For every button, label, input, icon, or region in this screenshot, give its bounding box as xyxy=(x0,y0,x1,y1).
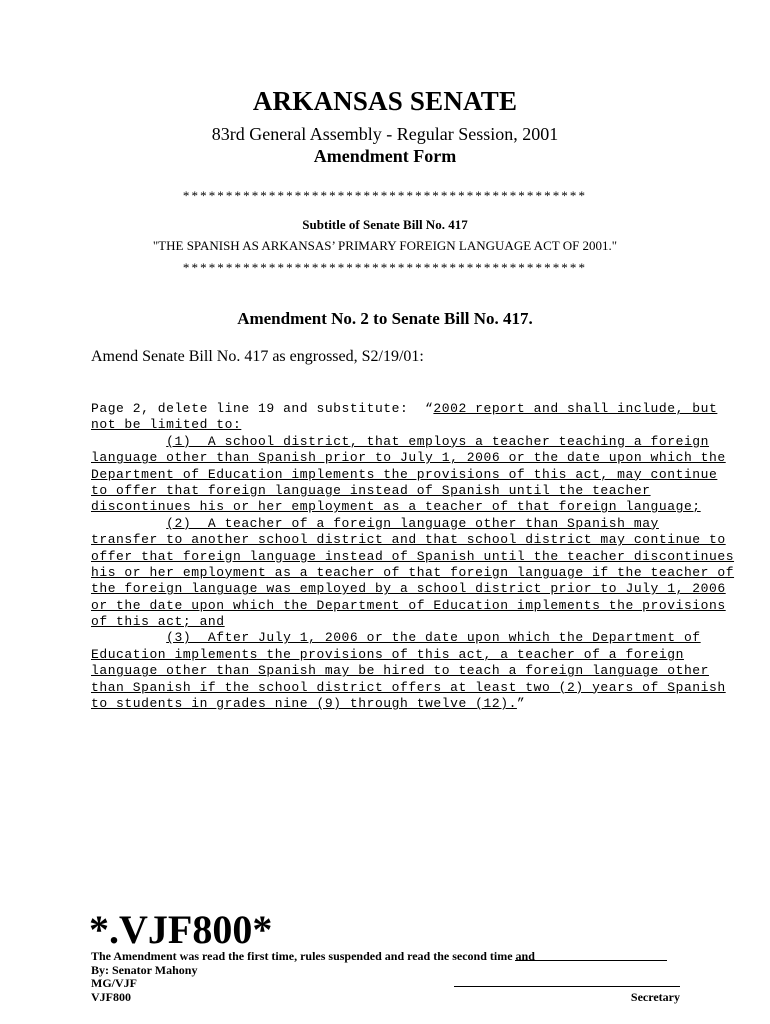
body-line-inserted-text: the foreign language was employed by a school district prior to July 1, 2006 xyxy=(91,581,726,597)
footer-block xyxy=(91,950,535,1004)
amendment-number: Amendment No. 2 to Senate Bill No. 417. xyxy=(237,309,533,328)
initials-line: MG/VJF xyxy=(91,976,137,990)
body-line xyxy=(91,696,691,712)
subtitle-text: "THE SPANISH AS ARKANSAS’ PRIMARY FOREIGN LANGUAGE ACT OF 2001." xyxy=(152,238,618,253)
body-line-closing-quote: ” xyxy=(516,696,526,712)
body-line-inserted-text: or the date upon which the Department of Education implements the provisions xyxy=(91,597,726,613)
amendment-body xyxy=(91,401,735,712)
body-line xyxy=(91,564,735,581)
body-line xyxy=(91,433,710,450)
body-line xyxy=(91,614,691,630)
body-line xyxy=(91,630,701,646)
secretary-signature-line xyxy=(454,986,680,987)
body-line-inserted-text: to offer that foreign language instead of Spanish until the teacher xyxy=(91,482,651,498)
body-line xyxy=(91,450,726,466)
body-line-inserted-text: offer that foreign language instead of Spanish until the teacher discontinues xyxy=(91,548,735,564)
body-line-inserted-text: discontinues his or her employment as a teacher of that foreign language; xyxy=(91,499,701,515)
body-line-inserted-text: language other than Spanish may be hired to teach a foreign language other xyxy=(91,663,709,679)
body-line-inserted-text: (2) A teacher of a foreign language other than Spanish may xyxy=(166,515,659,531)
body-line-inserted-text: than Spanish if the school district offers at least two (2) years of Spanish xyxy=(91,679,726,695)
read-blank-line xyxy=(515,960,667,961)
form-name: Amendment Form xyxy=(313,146,457,166)
body-line-inserted-text: language other than Spanish prior to July 1, 2006 or the date upon which the xyxy=(91,450,726,466)
document-code: VJF800 xyxy=(91,989,131,1004)
secretary-label: Secretary xyxy=(630,990,680,1004)
body-line xyxy=(91,499,701,515)
body-line-plain: Page 2, delete line 19 and substitute: “ xyxy=(91,401,434,416)
body-line xyxy=(91,597,726,614)
body-line-inserted-text: (3) After July 1, 2006 or the date upon which the Department of xyxy=(166,630,701,646)
body-line-inserted-text: of this act; and xyxy=(91,614,225,630)
body-line xyxy=(91,401,718,417)
body-line xyxy=(91,483,691,499)
asterisk-divider-top: *********************************************** xyxy=(182,188,588,203)
session-line: 83rd General Assembly - Regular Session, 2001 xyxy=(211,124,559,144)
body-line xyxy=(91,581,726,597)
sponsor-line: By: Senator Mahony xyxy=(91,962,198,977)
body-line xyxy=(91,548,735,565)
body-line xyxy=(91,532,726,548)
body-line xyxy=(91,663,709,679)
body-line-inserted-text: not be limited to: xyxy=(91,417,242,433)
read-statement: The Amendment was read the first time, rules suspended and read the second time and xyxy=(91,949,535,963)
body-line-plain xyxy=(91,516,166,531)
body-line xyxy=(91,647,691,663)
body-line-inserted-text: his or her employment as a teacher of that foreign language if the teacher of xyxy=(91,564,735,580)
body-line xyxy=(91,417,691,433)
amendment-intro: Amend Senate Bill No. 417 as engrossed, S2/19/01: xyxy=(91,348,424,365)
body-line-plain xyxy=(91,630,166,645)
body-line-inserted-text: 2002 report and shall include, but xyxy=(433,401,718,416)
document-title: ARKANSAS SENATE xyxy=(252,86,518,116)
body-line-plain xyxy=(91,434,166,449)
body-line-inserted-text: to students in grades nine (9) through twelve (12). xyxy=(91,696,517,712)
body-line xyxy=(91,466,718,483)
body-line-inserted-text: transfer to another school district and that school district may continue to xyxy=(91,532,726,548)
barcode-code: *.VJF800* xyxy=(89,907,273,952)
body-line xyxy=(91,516,691,532)
subtitle-label: Subtitle of Senate Bill No. 417 xyxy=(302,217,468,232)
body-line-inserted-text: Department of Education implements the provisions of this act, may continue xyxy=(91,466,718,482)
asterisk-divider-bottom: *********************************************** xyxy=(182,260,588,275)
body-line-inserted-text: (1) A school district, that employs a teacher teaching a foreign xyxy=(166,433,710,449)
body-line-inserted-text: Education implements the provisions of this act, a teacher of a foreign xyxy=(91,646,684,662)
body-line xyxy=(91,679,726,696)
